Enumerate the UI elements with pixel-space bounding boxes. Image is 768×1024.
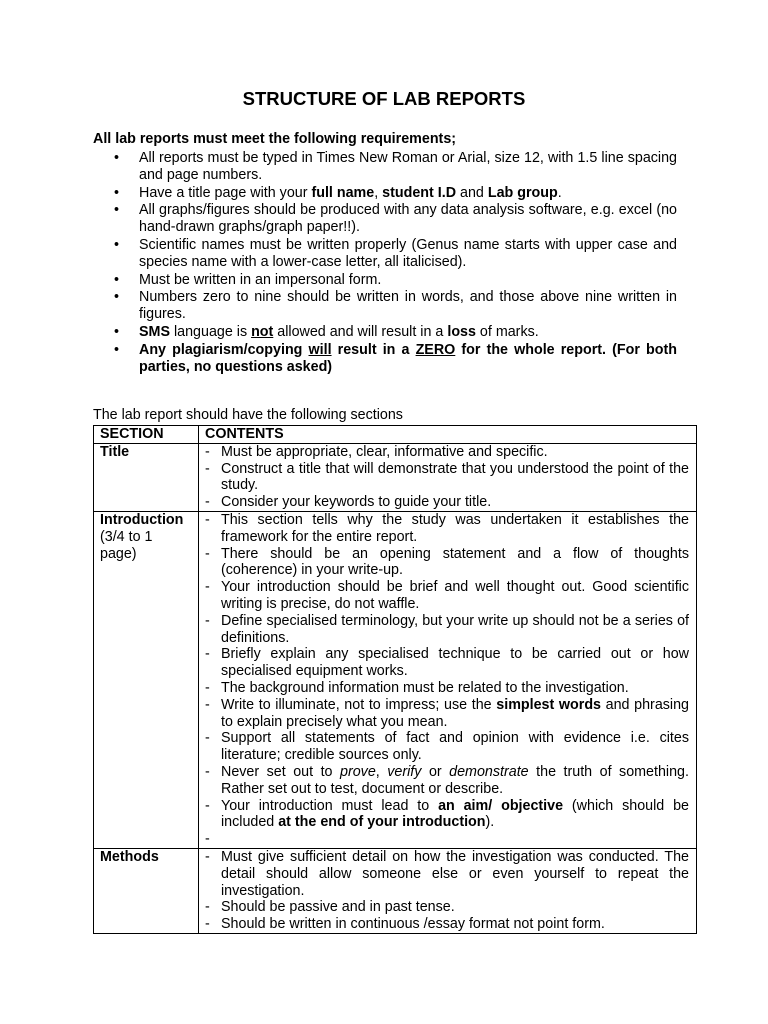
bullet-icon: • bbox=[114, 341, 120, 358]
dash-marker: - bbox=[205, 831, 210, 848]
requirement-text: Numbers zero to nine should be written in words, and those above nine written in figures. bbox=[139, 289, 677, 323]
bullet-icon: • bbox=[114, 271, 120, 288]
section-contents-cell bbox=[199, 848, 697, 933]
section-name-cell bbox=[94, 511, 199, 848]
requirement-text: Scientific names must be written properly (Genus name starts with upper case and species name with a lower-case letter, all italicised). bbox=[139, 236, 677, 270]
contents-list bbox=[205, 849, 689, 933]
list-item bbox=[205, 916, 689, 933]
list-item-text: This section tells why the study was undertaken it establishes the framework for the entire report. bbox=[221, 511, 689, 545]
list-item bbox=[205, 831, 689, 848]
bullet-icon: • bbox=[114, 202, 120, 219]
list-item-text: Your introduction should be brief and well thought out. Good scientific writing is precise, do not waffle. bbox=[221, 579, 689, 612]
list-item bbox=[205, 730, 689, 764]
section-name-cell bbox=[94, 443, 199, 511]
bullet-icon: • bbox=[114, 184, 120, 201]
list-item-text: Must give sufficient detail on how the investigation was conducted. The detail should allow someone else or even yourself to repeat the investigation. bbox=[221, 848, 689, 899]
list-item bbox=[205, 444, 689, 461]
contents-list bbox=[205, 444, 689, 511]
requirement-text: Must be written in an impersonal form. bbox=[139, 271, 382, 288]
requirement-text: Have a title page with your full name, student I.D and Lab group. bbox=[139, 184, 562, 201]
table-row bbox=[94, 848, 697, 933]
requirement-item bbox=[93, 150, 677, 184]
list-item-text: Briefly explain any specialised technique to be carried out or how specialised equipment works. bbox=[221, 646, 689, 680]
requirement-item bbox=[93, 237, 677, 271]
bullet-icon: • bbox=[114, 289, 120, 306]
table-row bbox=[94, 443, 697, 511]
bullet-icon: • bbox=[114, 236, 120, 253]
dash-marker: - bbox=[205, 460, 210, 477]
list-item-text: Should be written in continuous /essay format not point form. bbox=[221, 916, 605, 933]
dash-marker: - bbox=[205, 612, 210, 629]
requirement-text: Any plagiarism/copying will result in a ZERO for the whole report. (For both parties, no questions asked) bbox=[139, 341, 677, 375]
requirement-text: All graphs/figures should be produced with any data analysis software, e.g. excel (no hand-drawn graphs/graph paper!!). bbox=[139, 202, 677, 236]
table-header-row bbox=[94, 426, 697, 444]
list-item-text: Must be appropriate, clear, informative and specific. bbox=[221, 443, 548, 460]
requirement-item bbox=[93, 342, 677, 376]
dash-marker: - bbox=[205, 763, 210, 780]
list-item bbox=[205, 461, 689, 495]
dash-marker: - bbox=[205, 696, 210, 713]
dash-marker: - bbox=[205, 443, 210, 460]
dash-marker: - bbox=[205, 545, 210, 562]
list-item-text: Should be passive and in past tense. bbox=[221, 899, 455, 916]
list-item bbox=[205, 579, 689, 613]
list-item bbox=[205, 646, 689, 680]
dash-marker: - bbox=[205, 916, 210, 933]
list-item-text: The background information must be related to the investigation. bbox=[221, 679, 629, 696]
dash-marker: - bbox=[205, 579, 210, 596]
list-item bbox=[205, 512, 689, 546]
requirements-list bbox=[93, 150, 677, 376]
list-item bbox=[205, 680, 689, 697]
list-item bbox=[205, 697, 689, 731]
sections-table bbox=[93, 425, 697, 934]
list-item-text bbox=[221, 831, 225, 847]
header-contents: CONTENTS bbox=[199, 426, 697, 444]
list-item-text: Your introduction must lead to an aim/ objective (which should be included at the end of your introduction). bbox=[221, 797, 689, 831]
dash-marker: - bbox=[205, 730, 210, 747]
section-label: Introduction bbox=[100, 511, 184, 528]
list-item bbox=[205, 764, 689, 798]
dash-marker: - bbox=[205, 899, 210, 916]
requirement-item bbox=[93, 202, 677, 236]
list-item-text: Never set out to prove, verify or demonstrate the truth of something. Rather set out to test, document or describe. bbox=[221, 763, 689, 797]
requirement-text: All reports must be typed in Times New Roman or Arial, size 12, with 1.5 line spacing and page numbers. bbox=[139, 150, 677, 183]
list-item-text: Construct a title that will demonstrate that you understood the point of the study. bbox=[221, 460, 689, 494]
bullet-icon: • bbox=[114, 150, 120, 166]
dash-marker: - bbox=[205, 494, 210, 511]
requirement-item bbox=[93, 324, 677, 341]
list-item bbox=[205, 798, 689, 832]
list-item bbox=[205, 849, 689, 899]
dash-marker: - bbox=[205, 679, 210, 696]
requirement-item bbox=[93, 272, 677, 289]
dash-marker: - bbox=[205, 848, 210, 865]
header-section: SECTION bbox=[94, 426, 199, 444]
table-row bbox=[94, 511, 697, 848]
list-item-text: Support all statements of fact and opinion with evidence i.e. cites literature; credible sources only. bbox=[221, 730, 689, 764]
requirements-heading: All lab reports must meet the following requirements; bbox=[93, 131, 457, 147]
section-label: Methods bbox=[100, 848, 159, 865]
section-name-cell bbox=[94, 848, 199, 933]
section-label: Title bbox=[100, 443, 130, 460]
dash-marker: - bbox=[205, 511, 210, 528]
list-item bbox=[205, 613, 689, 647]
section-contents-cell bbox=[199, 443, 697, 511]
section-contents-cell bbox=[199, 511, 697, 848]
list-item-text: Consider your keywords to guide your title. bbox=[221, 494, 492, 511]
section-note: (3/4 to 1 page) bbox=[100, 528, 153, 562]
list-item bbox=[205, 899, 689, 916]
requirement-text: SMS language is not allowed and will result in a loss of marks. bbox=[139, 323, 539, 340]
bullet-icon: • bbox=[114, 323, 120, 340]
dash-marker: - bbox=[205, 646, 210, 663]
requirement-item bbox=[93, 185, 677, 202]
requirement-item bbox=[93, 289, 677, 323]
contents-list bbox=[205, 512, 689, 848]
sections-intro: The lab report should have the following sections bbox=[93, 407, 403, 423]
page-title: STRUCTURE OF LAB REPORTS bbox=[242, 88, 526, 109]
list-item-text: There should be an opening statement and a flow of thoughts (coherence) in your write-up. bbox=[221, 545, 689, 579]
list-item bbox=[205, 494, 689, 511]
dash-marker: - bbox=[205, 797, 210, 814]
list-item-text: Write to illuminate, not to impress; use the simplest words and phrasing to explain precisely what you mean. bbox=[221, 696, 689, 730]
list-item-text: Define specialised terminology, but your write up should not be a series of definitions. bbox=[221, 612, 689, 646]
list-item bbox=[205, 546, 689, 580]
